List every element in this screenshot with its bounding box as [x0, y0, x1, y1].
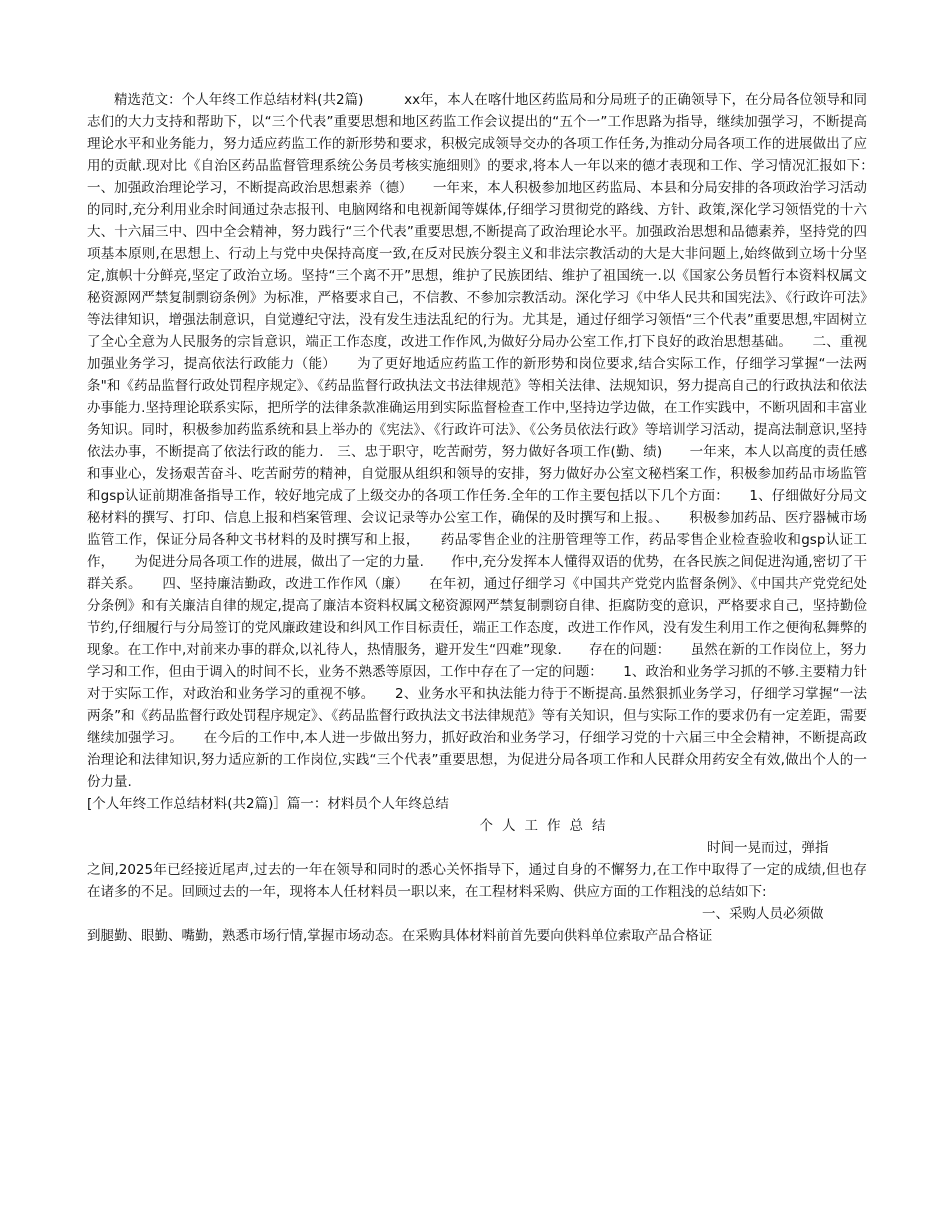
- document-title: 个人工作总结: [479, 818, 615, 834]
- paragraph-body: 之间,2025年已经接近尾声,过去的一年在领导和同时的悉心关怀指导下，通过自身的不懈努力,在工作中取得了一定的成绩,但也存在诸多的不足。回顾过去的一年，现将本人任材料员一职以来，在工程材料采购、供应方面的工作粗浅的总结如下:: [87, 862, 867, 900]
- sub-heading: 一、采购人员必须做: [702, 906, 824, 922]
- sub-heading-body: 到腿勤、眼勤、嘴勤，熟悉市场行情,掌握市场动态。在采购具体材料前首先要向供料单位索取产品合格证: [87, 928, 713, 944]
- section-marker: [个人年终工作总结材料(共2篇)］篇一：材料员个人年终总结: [87, 796, 449, 812]
- document-page: [87, 89, 894, 947]
- paragraph-opening: 时间一晃而过，弹指: [707, 840, 829, 856]
- main-body-paragraph: 精选范文：个人年终工作总结材料(共2篇) xx年，本人在喀什地区药监局和分局班子的正确领导下，在分局各位领导和同志们的大力支持和帮助下，以“三个代表”重要思想和地区药监工作会议提出的“五个一”工作思路为指导，继续加强学习，不断提高理论水平和业务能力，努力适应药监工作的新形势和要求，积极完成领导交办的各项工作任务,为推动分局各项工作的进展做出了应用的贡献.现对比《自治区药品监督管理系统公务员考核实施细则》的要求,将本人一年以来的德才表现和工作、学习情况汇报如下： 一、加强政治理论学习，不断提高政治思想素养（德） 一年来，本人积极参加地区药监局、本县和分局安排的各项政治学习活动的同时,充分利用业余时间通过杂志报刊、电脑网络和电视新闻等媒体,仔细学习贯彻党的路线、方针、政策,深化学习领悟党的十六大、十六届三中、四中全会精神，努力践行“三个代表”重要思想,不断提高了政治理论水平。加强政治思想和品德素养，坚持党的四项基本原则,在思想上、行动上与党中央保持高度一致,在反对民族分裂主义和非法宗教活动的大是大非问题上,始终做到立场十分坚定,旗帜十分鲜亮,坚定了政治立场。坚持“三个离不开”思想，维护了民族团结、维护了祖国统一.以《国家公务员暂行本资料权属文秘资源网严禁复制剽窃条例》为标准，严格要求自己，不信教、不参加宗教活动。深化学习《中华人民共和国宪法》、《行政许可法》等法律知识，增强法制意识，自觉遵纪守法，没有发生违法乱纪的行为。尤其是，通过仔细学习领悟“三个代表”重要思想,牢固树立了全心全意为人民服务的宗旨意识，端正工作态度，改进工作作风,为做好分局办公室工作,打下良好的政治思想基础。 二、重视加强业务学习，提高依法行政能力（能） 为了更好地适应药监工作的新形势和岗位要求,结合实际工作，仔细学习掌握“一法两条"和《药品监督行政处罚程序规定》、《药品监督行政执法文书法律规范》等相关法律、法规知识，努力提高自己的行政执法和依法办事能力.坚持理论联系实际，把所学的法律条款准确运用到实际监督检查工作中,坚持边学边做，在工作实践中，不断巩固和丰富业务知识。同时，积极参加药监系统和县上举办的《宪法》、《行政许可法》、《公务员依法行政》等培训学习活动，提高法制意识,坚持依法办事，不断提高了依法行政的能力. 三、忠于职守，吃苦耐劳，努力做好各项工作(勤、绩) 一年来，本人以高度的责任感和事业心，发扬艰苦奋斗、吃苦耐劳的精神，自觉服从组织和领导的安排，努力做好办公室文秘档案工作，积极参加药品市场监管和gsp认证前期准备指导工作，较好地完成了上级交办的各项工作任务.全年的工作主要包括以下几个方面： 1、仔细做好分局文秘材料的撰写、打印、信息上报和档案管理、会议记录等办公室工作，确保的及时撰写和上报。、 积极参加药品、医疗器械市场监管工作，保证分局各种文书材料的及时撰写和上报， 药品零售企业的注册管理等工作，药品零售企业检查验收和gsp认证工作， 为促进分局各项工作的进展，做出了一定的力量. 作中,充分发挥本人懂得双语的优势，在各民族之间促进沟通,密切了干群关系。 四、坚持廉洁勤政，改进工作作风（廉） 在年初，通过仔细学习《中国共产党党内监督条例》、《中国共产党党纪处分条例》和有关廉洁自律的规定,提高了廉洁本资料权属文秘资源网严禁复制剽窃自律、拒腐防变的意识，严格要求自己，坚持勤俭节约,仔细履行与分局签订的党风廉政建设和纠风工作目标责任，端正工作态度，改进工作作风，没有发生利用工作之便徇私舞弊的现象。在工作中,对前来办事的群众,以礼待人，热情服务，避开发生“四难”现象. 存在的问题： 虽然在新的工作岗位上，努力学习和工作，但由于调入的时间不长，业务不熟悉等原因，工作中存在了一定的问题： 1、政治和业务学习抓的不够.主要精力针对于实际工作，对政治和业务学习的重视不够。 2、业务水平和执法能力待于不断提高.虽然狠抓业务学习，仔细学习掌握“一法两条”和《药品监督行政处罚程序规定》、《药品监督行政执法文书法律规范》等有关知识，但与实际工作的要求仍有一定差距，需要继续加强学习。 在今后的工作中,本人进一步做出努力，抓好政治和业务学习，仔细学习党的十六届三中全会精神，不断提高政治理论和法律知识,努力适应新的工作岗位,实践“三个代表”重要思想，为促进分局各项工作和人民群众用药安全有效,做出个人的一份力量.: [87, 92, 894, 790]
